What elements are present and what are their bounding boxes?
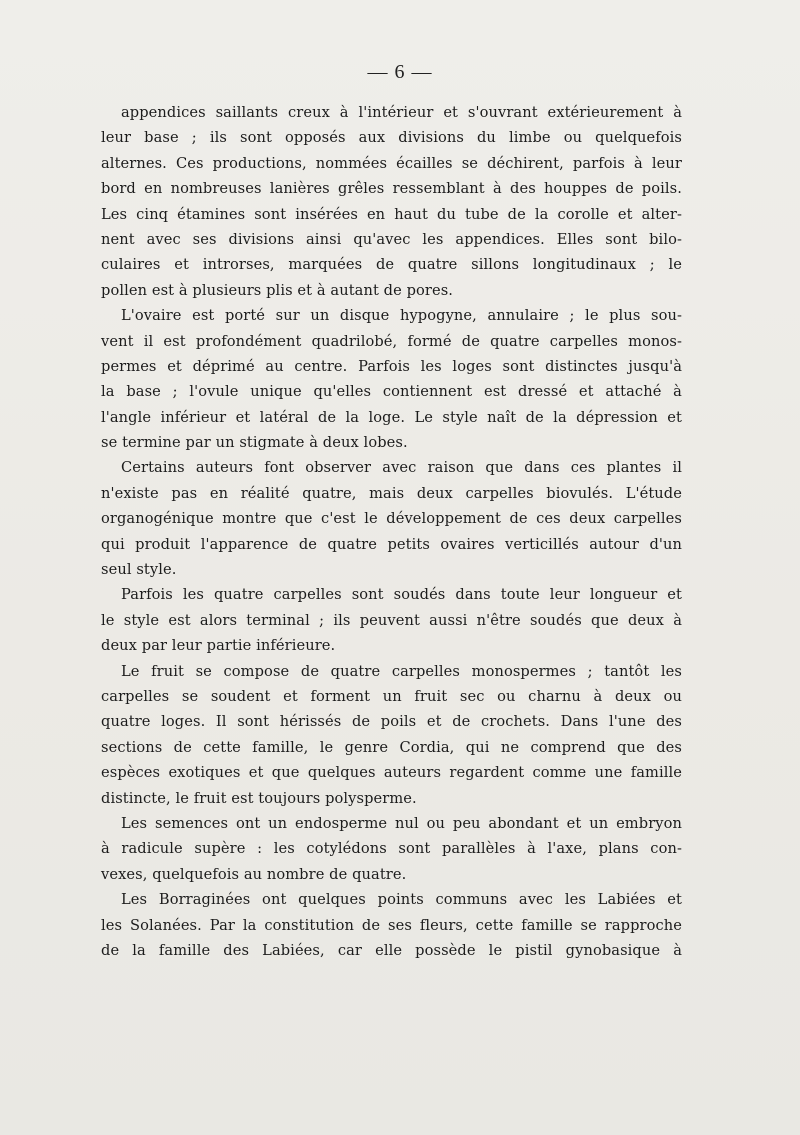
text-line: l'angle inférieur et latéral de la loge. Le style naît de la dépression et: [101, 408, 682, 426]
text-line: bord en nombreuses lanières grêles ressemblant à des houppes de poils.: [101, 180, 682, 198]
text-line: sections de cette famille, le genre Cordia, qui ne comprend que des: [101, 738, 682, 756]
text-line: pollen est à plusieurs plis et à autant de pores.: [101, 281, 454, 299]
text-line: le style est alors terminal ; ils peuvent aussi n'être soudés que deux à: [101, 611, 682, 629]
text-line: deux par leur partie inférieure.: [101, 637, 336, 655]
text-line: Les cinq étamines sont insérées en haut du tube de la corolle et alter-: [101, 205, 682, 223]
body-text: [101, 100, 682, 963]
paragraph: [101, 659, 682, 811]
text-line: alternes. Ces productions, nommées écailles se déchirent, parfois à leur: [101, 154, 682, 172]
text-line: Le fruit se compose de quatre carpelles monospermes ; tantôt les: [121, 662, 682, 680]
page-number: — 6 —: [367, 61, 433, 83]
text-line: leur base ; ils sont opposés aux divisions du limbe ou quelquefois: [101, 129, 682, 147]
text-line: espèces exotiques et que quelques auteurs regardent comme une famille: [101, 764, 682, 782]
text-line: la base ; l'ovule unique qu'elles contiennent est dressé et attaché à: [101, 383, 682, 401]
text-line: permes et déprimé au centre. Parfois les loges sont distinctes jusqu'à: [101, 357, 682, 375]
paragraph: [101, 303, 682, 455]
paragraph: [101, 455, 682, 582]
text-line: appendices saillants creux à l'intérieur et s'ouvrant extérieurement à: [121, 104, 682, 121]
text-line: les Solanées. Par la constitution de ses fleurs, cette famille se rapproche: [101, 916, 682, 934]
text-line: Les semences ont un endosperme nul ou peu abondant et un embryon: [121, 814, 682, 832]
text-line: L'ovaire est porté sur un disque hypogyne, annulaire ; le plus sou-: [121, 307, 682, 325]
text-line: Parfois les quatre carpelles sont soudés dans toute leur longueur et: [121, 586, 682, 604]
paragraph: [101, 887, 682, 963]
paragraph: [101, 100, 682, 303]
text-line: seul style.: [101, 561, 177, 579]
text-line: Certains auteurs font observer avec raison que dans ces plantes il: [121, 459, 682, 477]
paragraph: [101, 811, 682, 887]
text-line: carpelles se soudent et forment un fruit sec ou charnu à deux ou: [101, 687, 682, 705]
text-line: de la famille des Labiées, car elle possède le pistil gynobasique à: [101, 941, 682, 959]
text-line: quatre loges. Il sont hérissés de poils et de crochets. Dans l'une des: [101, 713, 682, 731]
text-line: à radicule supère : les cotylédons sont parallèles à l'axe, plans con-: [101, 840, 682, 858]
paragraph: [101, 582, 682, 658]
text-line: organogénique montre que c'est le développement de ces deux carpelles: [101, 510, 682, 528]
text-line: Les Borraginées ont quelques points communs avec les Labiées et: [121, 891, 682, 909]
text-line: qui produit l'apparence de quatre petits ovaires verticillés autour d'un: [101, 535, 682, 553]
text-line: nent avec ses divisions ainsi qu'avec les appendices. Elles sont bilo-: [101, 230, 682, 248]
text-line: culaires et introrses, marquées de quatre sillons longitudinaux ; le: [101, 256, 682, 274]
text-line: se termine par un stigmate à deux lobes.: [101, 434, 408, 452]
text-line: vent il est profondément quadrilobé, formé de quatre carpelles monos-: [101, 332, 682, 350]
text-line: n'existe pas en réalité quatre, mais deux carpelles biovulés. L'étude: [101, 484, 682, 502]
text-line: distincte, le fruit est toujours polysperme.: [101, 789, 417, 807]
text-line: vexes, quelquefois au nombre de quatre.: [101, 865, 407, 883]
